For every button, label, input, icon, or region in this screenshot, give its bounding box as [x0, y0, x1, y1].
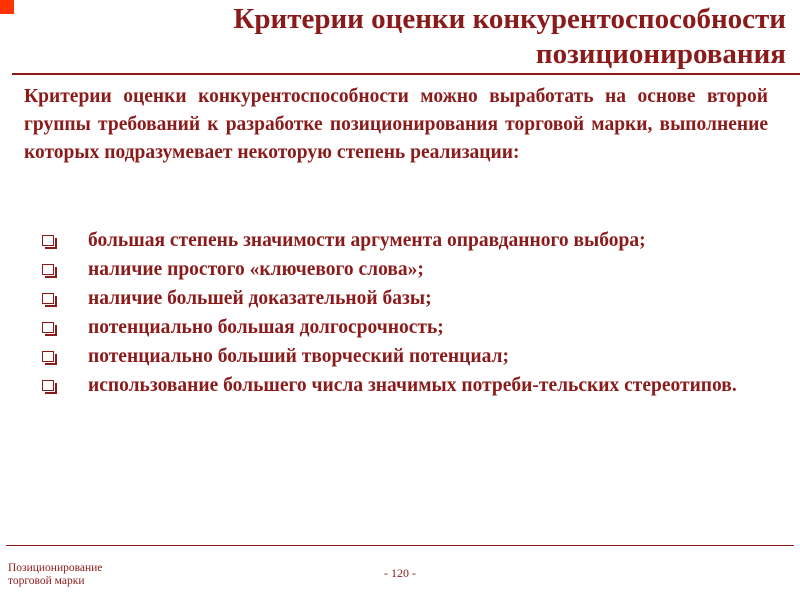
checkbox-icon — [42, 235, 54, 246]
list-item — [30, 285, 756, 313]
footer-line-1: Позиционирование — [8, 562, 103, 574]
list-item — [30, 227, 756, 255]
corner-accent-square — [0, 0, 14, 14]
checkbox-icon — [42, 380, 54, 391]
list-item-text: использование большего числа значимых потреби-тельских стереотипов. — [88, 375, 737, 396]
checkbox-icon — [42, 322, 54, 333]
list-item — [30, 343, 756, 371]
list-item — [30, 256, 756, 284]
checkbox-icon — [42, 351, 54, 362]
criteria-list — [30, 227, 756, 401]
slide-title: Критерии оценки конкурентоспособности позиционирования — [233, 3, 786, 70]
footer-divider — [6, 545, 794, 546]
list-item-text: наличие большей доказательной базы; — [88, 288, 432, 309]
page-number: - 120 - — [384, 566, 416, 580]
title-divider — [12, 73, 800, 75]
footer-line-2: торговой марки — [8, 575, 85, 587]
footer-course-title — [8, 562, 208, 588]
list-item — [30, 314, 756, 342]
checkbox-icon — [42, 264, 54, 275]
list-item-text: потенциально большая долгосрочность; — [88, 317, 444, 338]
intro-paragraph: Критерии оценки конкурентоспособности можно выработать на основе второй группы требований к разработке позиционирования торговой марки, выполнение которых подразумевает некоторую степень реализации: — [24, 86, 768, 163]
list-item-text: наличие простого «ключевого слова»; — [88, 259, 424, 280]
checkbox-icon — [42, 293, 54, 304]
list-item — [30, 372, 756, 400]
list-item-text: большая степень значимости аргумента оправданного выбора; — [88, 230, 646, 251]
list-item-text: потенциально больший творческий потенциал; — [88, 346, 509, 367]
